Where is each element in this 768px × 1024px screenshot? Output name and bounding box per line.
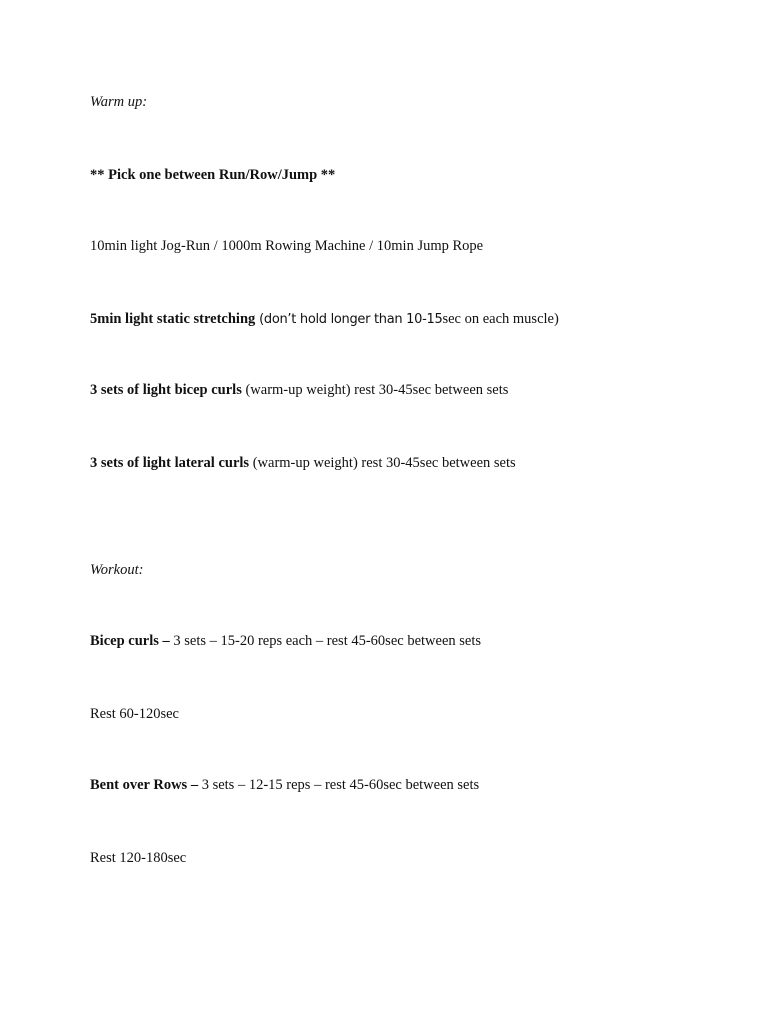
workout-rows-title: Bent over Rows –	[90, 777, 199, 793]
stretch-note-sans: (don’t hold longer than 10-15	[255, 312, 443, 327]
warmup-bicep-detail: (warm-up weight) rest 30-45sec between sets	[241, 382, 509, 398]
workout-bicep-detail: 3 sets – 15-20 reps each – rest 45-60sec between sets	[169, 633, 482, 649]
warmup-bicep-line	[90, 381, 508, 399]
rest-line-1: Rest 60-120sec	[90, 706, 179, 722]
warmup-lateral-line	[90, 454, 516, 472]
workout-heading: Workout:	[90, 562, 144, 578]
warmup-lateral-detail: (warm-up weight) rest 30-45sec between sets	[249, 455, 516, 471]
workout-rows-detail: 3 sets – 12-15 reps – rest 45-60sec between sets	[198, 777, 480, 793]
pick-note: ** Pick one between Run/Row/Jump **	[90, 167, 336, 183]
stretch-note-rest: sec on each muscle)	[442, 311, 559, 327]
stretch-title: 5min light static stretching	[90, 311, 256, 327]
workout-bicep-line	[90, 632, 481, 650]
warmup-lateral-title: 3 sets of light lateral curls	[90, 455, 250, 471]
workout-bicep-title: Bicep curls –	[90, 633, 170, 649]
stretch-line	[90, 310, 559, 329]
workout-rows-line	[90, 776, 479, 794]
rest-line-2: Rest 120-180sec	[90, 850, 187, 866]
warmup-heading: Warm up:	[90, 94, 148, 110]
warmup-bicep-title: 3 sets of light bicep curls	[90, 382, 242, 398]
warmup-options: 10min light Jog-Run / 1000m Rowing Machine / 10min Jump Rope	[90, 238, 484, 254]
